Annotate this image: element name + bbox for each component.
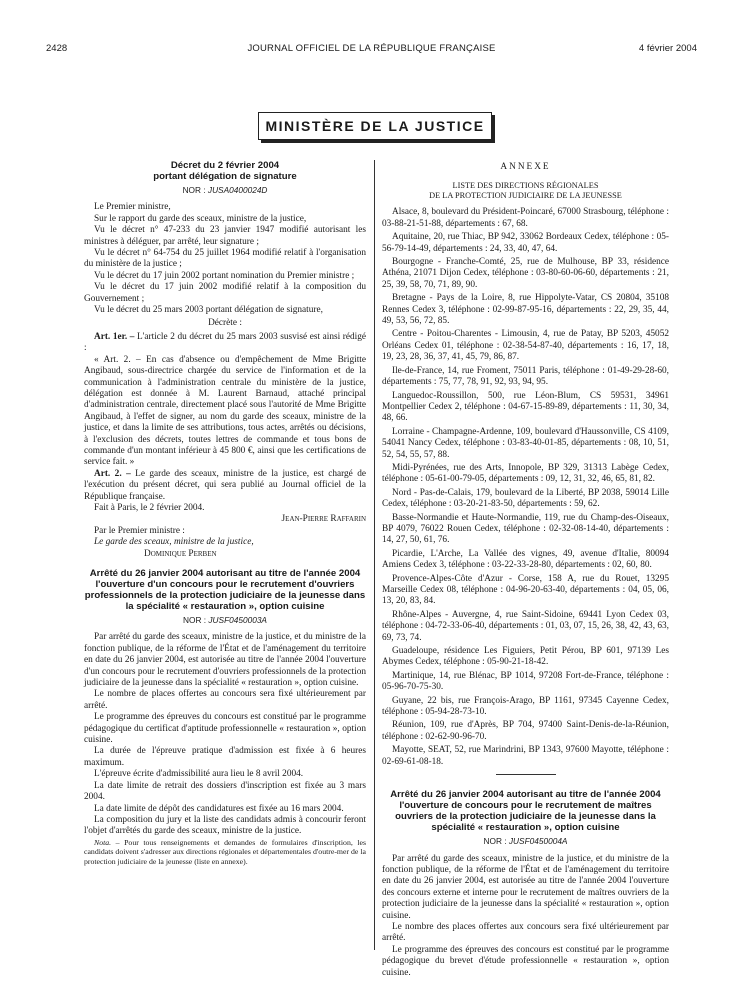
direction-entry: Bourgogne - Franche-Comté, 25, rue de Mulhouse, BP 33, résidence Athéna, 21071 Dijon Cedex, téléphone : 03-80-60-06-60, départements : 21, 25, 39, 58, 70, 71, 89, 90. [382, 257, 669, 290]
direction-entry: Languedoc-Roussillon, 500, rue Léon-Blum, CS 59531, 34961 Montpellier Cedex 2, téléphone : 04-67-15-89-89, départements : 11, 30, 34, 48, 66. [382, 390, 669, 424]
arrete2-title: Arrêté du 26 janvier 2004 autorisant au titre de l'année 2004 l'ouverture de concours pour le recrutement de maîtres ouvriers de la protection judiciaire de la jeunesse dans la spécialité « restauration », option cuisine [390, 789, 661, 834]
done-at: Fait à Paris, le 2 février 2004. [94, 502, 205, 513]
direction-entry: Alsace, 8, boulevard du Président-Poincaré, 67000 Strasbourg, téléphone : 03-88-21-51-88, départements : 67, 68. [382, 207, 669, 229]
left-column [84, 160, 366, 866]
direction-entry: Nord - Pas-de-Calais, 179, boulevard de la Liberté, BP 2038, 59014 Lille Cedex, téléphone : 03-20-21-83-50, départements : 59, 62. [382, 487, 669, 510]
article-1: Art. 1er. – L'article 2 du décret du 25 mars 2003 susvisé est ainsi rédigé : [84, 331, 366, 354]
decree-para: Vu le décret du 17 juin 2002 portant nomination du Premier ministre ; [94, 270, 355, 281]
ministry-banner: MINISTÈRE DE LA JUSTICE [258, 112, 492, 140]
page-number: 2428 [46, 43, 68, 54]
gds-name: Dominique Perben [144, 548, 217, 559]
annexe-heading: ANNEXE [500, 162, 551, 172]
article-2: Art. 2. – Le garde des sceaux, ministre de la justice, est chargé de l'exécution du présent décret, qui sera publié au Journal officiel de la République française. [84, 468, 367, 502]
section-rule [496, 774, 556, 775]
decree-decrete: Décrète : [208, 318, 242, 329]
right-column [382, 160, 669, 979]
direction-entry: Centre - Poitou-Charentes - Limousin, 4, rue de Patay, BP 5203, 45052 Orléans Cedex 01, téléphone : 02-38-54-87-40, départements : 16, 17, 18, 19, 23, 28, 36, 37, 41, 45, 79, 86, 87. [382, 329, 669, 363]
decree-para: Vu le décret du 17 juin 2002 modifié relatif à la composition du Gouvernement ; [84, 282, 366, 304]
decree-para: Vu le décret n° 47-233 du 23 janvier 1947 modifié autorisant les ministres à déléguer, par arrêté, leur signature ; [84, 225, 366, 247]
arrete2-para: Le nombre des places offertes aux concours sera fixé ultérieurement par arrêté. [382, 921, 669, 944]
article-2-quoted: « Art. 2. – En cas d'absence ou d'empêchement de Mme Brigitte Angibaud, sous-directrice chargée du service de l'information et de la communication à l'administration centrale du ministère de la justice, délégation est donnée à M. Laurent Barnaud, attaché principal d'administration centrale, directement placé sous l'autorité de Mme Brigitte Angibaud, à l'effet de signer, au nom du garde des sceaux, ministre de la justice, et dans la limite de ses attributions, tous actes, arrêtés ou décisions, à l'exclusion des décrets, toutes lettres de commande et tous bons de commande d'un montant inférieur à 45 800 €, ainsi que les certifications de service fait. » [84, 354, 366, 468]
direction-entry: Ile-de-France, 14, rue Froment, 75011 Paris, téléphone : 01-49-29-28-60, départements : 75, 77, 78, 91, 92, 93, 94, 95. [382, 365, 669, 388]
list-heading: LISTE DES DIRECTIONS RÉGIONALES [452, 181, 599, 191]
decree-para: Vu le décret du 25 mars 2003 portant délégation de signature, [94, 305, 323, 316]
arrete-para: Par arrêté du garde des sceaux, ministre de la justice, et du ministre de la fonction publique, de la réforme de l'État et de l'aménagement du territoire en date du 26 janvier 2004, est autorisée au titre de l'année 2004 l'ouverture d'un concours pour le recrutement d'ouvriers professionnels de la protection judiciaire de la jeunesse dans la spécialité « restauration », option cuisine. [84, 632, 366, 689]
arrete-para: Le programme des épreuves du concours est constitué par le programme pédagogique du certificat d'aptitude professionnelle « restauration », option cuisine. [84, 712, 366, 746]
arrete-para: La date limite de retrait des dossiers d'inscription est fixée au 3 mars 2004. [84, 780, 366, 803]
arrete-title: Arrêté du 26 janvier 2004 autorisant au titre de l'année 2004 l'ouverture d'un concours pour le recrutement d'ouvriers professionnels de la protection judiciaire de la jeunesse dans la spécialité « restauration », option cuisine [84, 568, 366, 612]
arrete-para: La composition du jury et la liste des candidats admis à concourir feront l'objet d'arrêtés du garde des sceaux, ministre de la justice. [84, 814, 366, 837]
decree-para: Vu le décret n° 64-754 du 25 juillet 1964 modifié relatif à l'organisation du ministère de la justice ; [84, 248, 366, 270]
direction-entry: Martinique, 14, rue Blénac, BP 1014, 97208 Fort-de-France, téléphone : 05-96-70-75-30. [382, 670, 669, 693]
gds-title: Le garde des sceaux, ministre de la justice, [94, 537, 254, 548]
arrete2-nor: NOR : JUSF0450004A [483, 836, 568, 847]
direction-entry: Mayotte, SEAT, 52, rue Marindrini, BP 1343, 97600 Mayotte, téléphone : 02-69-61-08-18. [382, 745, 669, 767]
direction-entry: Guyane, 22 bis, rue François-Arago, BP 1161, 97345 Cayenne Cedex, téléphone : 05-94-28-73-10. [382, 695, 669, 718]
direction-entry: Réunion, 109, rue d'Après, BP 704, 97400 Saint-Denis-de-la-Réunion, téléphone : 02-62-90-96-70. [382, 720, 669, 742]
page-header [46, 43, 697, 57]
direction-entry: Lorraine - Champagne-Ardenne, 109, boulevard d'Haussonville, CS 4109, 54041 Nancy Cedex, téléphone : 03-83-40-01-85, départements : 08, 10, 51, 52, 54, 55, 57, 88. [382, 426, 669, 460]
arrete-note: Nota. – Pour tous renseignements et demandes de formulaires d'inscription, les candidats doivent s'adresser aux directions régionales et départementales d'outre-mer de la protection judiciaire de la jeunesse (liste en annexe). [84, 837, 366, 866]
arrete-para: La durée de l'épreuve pratique d'admission est fixée à 6 heures maximum. [84, 746, 366, 768]
directions-list [382, 207, 669, 768]
arrete2-para: Par arrêté du garde des sceaux, ministre de la justice, et du ministre de la fonction publique, de la réforme de l'État et de l'aménagement du territoire en date du 26 janvier 2004, est autorisée au titre de l'année 2004 l'ouverture des concours externe et interne pour le recrutement de maîtres ouvriers de la protection judiciaire de la jeunesse dans la spécialité « restauration », option cuisine. [382, 853, 669, 921]
direction-entry: Aquitaine, 20, rue Thiac, BP 942, 33062 Bordeaux Cedex, téléphone : 05-56-79-14-49, départements : 24, 33, 40, 47, 64. [382, 232, 669, 254]
decree-para: Sur le rapport du garde des sceaux, ministre de la justice, [94, 213, 307, 224]
decree-nor: NOR : JUSA0400024D [182, 185, 268, 195]
arrete-para: Le nombre de places offertes au concours sera fixé ultérieurement par arrêté. [84, 689, 366, 711]
direction-entry: Rhône-Alpes - Auvergne, 4, rue Saint-Sidoine, 69441 Lyon Cedex 03, téléphone : 04-72-33-06-40, départements : 01, 03, 07, 15, 26, 38, 42, 43, 63, 69, 73, 74. [382, 609, 669, 643]
direction-entry: Picardie, L'Arche, La Vallée des vignes, 49, avenue d'Italie, 80094 Amiens Cedex 3, téléphone : 03-22-33-28-80, départements : 02, 60, 80. [382, 548, 669, 571]
decree-title: Décret du 2 février 2004 [170, 160, 280, 171]
arrete-para: L'épreuve écrite d'admissibilité aura lieu le 8 avril 2004. [94, 769, 304, 780]
signer-name: Jean-Pierre Raffarin [281, 514, 366, 525]
by-pm: Par le Premier ministre : [94, 525, 185, 536]
direction-entry: Guadeloupe, résidence Les Figuiers, Petit Pérou, BP 601, 97139 Les Abymes Cedex, téléphone : 05-90-21-18-42. [382, 646, 669, 668]
direction-entry: Bretagne - Pays de la Loire, 8, rue Hippolyte-Vatar, CS 20804, 35108 Rennes Cedex 3, téléphone : 02-99-87-95-16, départements : 22, 29, 35, 44, 49, 53, 56, 72, 85. [382, 293, 669, 327]
decree-subtitle: portant délégation de signature [153, 171, 297, 182]
issue-date: 4 février 2004 [638, 43, 697, 54]
direction-entry: Basse-Normandie et Haute-Normandie, 119, rue du Champ-des-Oiseaux, BP 4079, 76022 Rouen Cedex, téléphone : 02-32-08-14-40, départements : 14, 27, 50, 61, 76. [382, 512, 669, 546]
arrete-nor: NOR : JUSF0450003A [183, 615, 267, 625]
direction-entry: Provence-Alpes-Côte d'Azur - Corse, 158 A, rue du Rouet, 13295 Marseille Cedex 08, téléphone : 04-96-20-63-40, départements : 04, 05, 06, 13, 20, 83, 84. [382, 573, 669, 607]
arrete2-para: Le programme des épreuves des concours est constitué par le programme pédagogique du brevet d'étude professionnelle « restauration », option cuisine. [382, 944, 669, 978]
direction-entry: Midi-Pyrénées, rue des Arts, Innopole, BP 329, 31313 Labège Cedex, téléphone : 05-61-00-79-05, départements : 09, 12, 31, 32, 46, 65, 81, 82. [382, 462, 669, 485]
column-divider [374, 160, 375, 950]
journal-title: JOURNAL OFFICIEL DE LA RÉPUBLIQUE FRANÇAISE [247, 43, 496, 54]
list-subheading: DE LA PROTECTION JUDICIAIRE DE LA JEUNESSE [429, 191, 622, 201]
decree-para: Le Premier ministre, [94, 202, 171, 213]
arrete-para: La date limite de dépôt des candidatures est fixée au 16 mars 2004. [94, 803, 344, 814]
